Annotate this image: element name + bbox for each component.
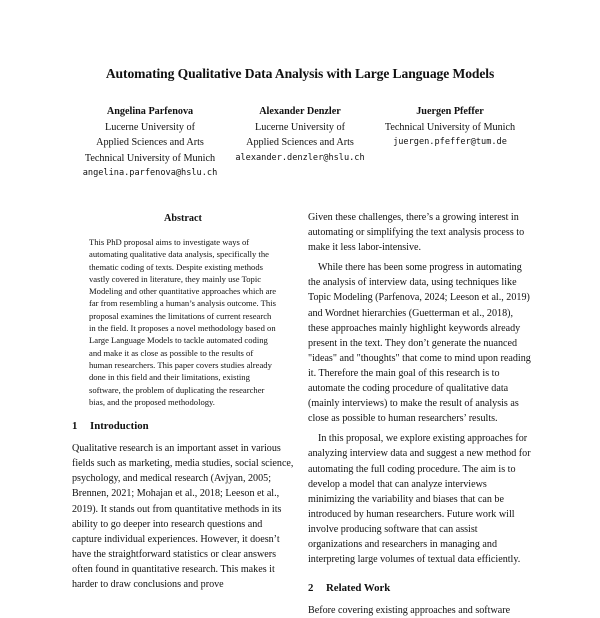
body-paragraph: In this proposal, we explore existing approaches for analyzing interview data and suggest a new method for automating the full coding procedure. The aim is to develop a model that can analyze interviews minimizing the variability and biases that can be introduced by human researchers. Future work will involve producing software that can assist organizations and researchers in managing and interpreting large volumes of textual data efficiently.	[308, 433, 531, 566]
author-affiliation: Lucerne University of	[255, 121, 345, 133]
author-affiliation: Applied Sciences and Arts	[246, 137, 354, 148]
right-column	[308, 210, 532, 618]
section-title: Introduction	[90, 420, 149, 433]
section-number: 2	[308, 582, 314, 595]
section-number: 1	[72, 420, 78, 433]
author-email: juergen.pfeffer@tum.de	[393, 137, 507, 147]
author-name: Juergen Pfeffer	[416, 106, 484, 117]
paper-title: Automating Qualitative Data Analysis with Large Language Models	[105, 66, 495, 81]
author-3	[370, 104, 530, 151]
section-heading-introduction	[72, 420, 294, 432]
author-affiliation: Technical University of Munich	[84, 152, 216, 164]
section-title: Related Work	[326, 582, 391, 595]
abstract-text: This PhD proposal aims to investigate ways of automating qualitative data analysis, specifically the thematic coding of texts. Despite existing methods vastly covered in literature, they mainly use Topic Modeling and other quantitative approaches which are far from resembling a human’s analysis outcome. This proposal examines the limitations of current research in the field. It proposes a novel methodology based on Large Language Models to tackle automated coding and make it as close as possible to the results of human researchers. This paper covers studies already done in this field and their limitations, existing software, the problem of duplicating the researcher bias, and the proposed methodology.	[89, 237, 277, 407]
author-2	[220, 104, 380, 166]
section-heading-related-work	[308, 582, 532, 594]
author-name: Alexander Denzler	[259, 106, 341, 117]
body-paragraph: Before covering existing approaches and software	[308, 605, 511, 617]
author-affiliation: Technical University of Munich	[384, 121, 516, 133]
body-paragraph: While there has been some progress in automating the analysis of interview data, using techniques like Topic Modeling (Parfenova, 2024; Leeson et al., 2019) and Wordnet hierarchies (Guetterman et al., 2018), these approaches mainly highlight keywords already present in the text. They don’t generate the nuanced "ideas" and "thoughts" that come to mind upon reading it. Therefore the main goal of this research is to automate the coding procedure of qualitative data (mainly interviews) to make the result of analysis as close as possible to human researchers’ results.	[308, 262, 531, 425]
author-email: angelina.parfenova@hslu.ch	[82, 168, 218, 178]
author-affiliation: Applied Sciences and Arts	[96, 137, 204, 148]
body-paragraph: Given these challenges, there’s a growing interest in automating or simplifying the text analysis process to make it less labor-intensive.	[308, 212, 525, 254]
author-name: Angelina Parfenova	[106, 106, 194, 117]
author-affiliation: Lucerne University of	[105, 121, 195, 133]
author-email: alexander.denzler@hslu.ch	[235, 152, 365, 163]
body-paragraph: Qualitative research is an important asset in various fields such as marketing, media studies, social science, psychology, and medical research (Avjyan, 2005; Brennen, 2021; Mohajan et al., 2018; Leeson et al., 2019). It stands out from quantitative methods in its ability to go deeper into research questions and capture individual experiences. However, it doesn’t have the straightforward statistics or clear answers often found in quantitative research. This makes it harder to draw conclusions and prove	[72, 443, 294, 590]
abstract-heading: Abstract	[164, 213, 202, 224]
left-column	[72, 210, 294, 592]
author-1	[70, 104, 230, 182]
